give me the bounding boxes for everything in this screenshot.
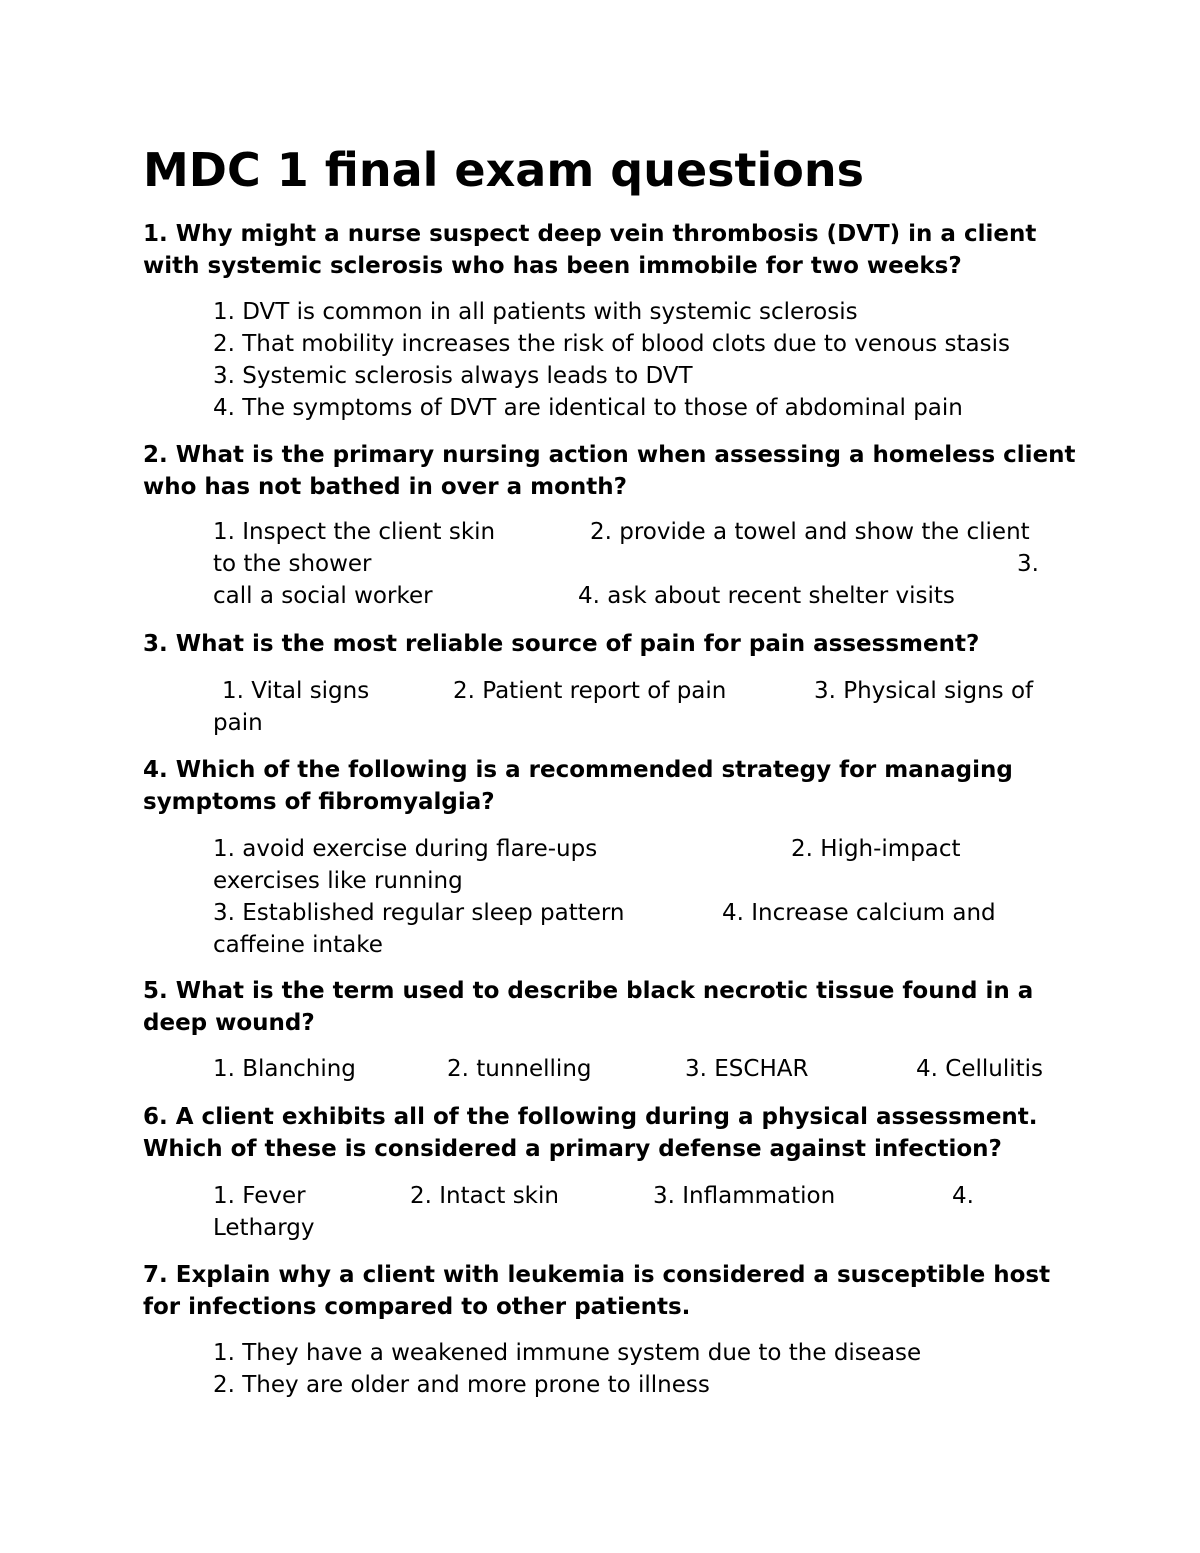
- question-4-options-row-1: [213, 833, 1048, 865]
- option-item: 1. They have a weakened immune system due to the disease: [213, 1340, 922, 1366]
- option-item: 1. Fever: [213, 1183, 306, 1209]
- question-5-text: 5. What is the term used to describe black necrotic tissue found in a deep wound?: [143, 978, 1034, 1036]
- question-1-text: 1. Why might a nurse suspect deep vein thrombosis (DVT) in a client with systemic sclerosis who has been immobile for two weeks?: [143, 221, 1037, 279]
- option-item: 1. Vital signs: [222, 678, 370, 704]
- option-item: 2. Patient report of pain: [453, 678, 727, 704]
- option-item: 1. Blanching: [213, 1056, 356, 1082]
- question-4-options-row-4: [213, 929, 1048, 961]
- question-2-text: 2. What is the primary nursing action when assessing a homeless client who has not bathed in over a month?: [143, 442, 1076, 500]
- option-item: 1. Inspect the client skin: [213, 519, 496, 545]
- option-item: caffeine intake: [213, 932, 383, 958]
- option-item: 1. avoid exercise during flare-ups: [213, 836, 598, 862]
- option-item: 3. ESCHAR: [685, 1056, 809, 1082]
- option-item: exercises like running: [213, 868, 463, 894]
- document-title: MDC 1 final exam questions: [143, 143, 865, 197]
- question-3-text: 3. What is the most reliable source of pain for pain assessment?: [143, 631, 980, 657]
- question-2-options-row-2: [213, 548, 1048, 580]
- question-2-options-row-1: [213, 516, 1048, 548]
- question-4-text: 4. Which of the following is a recommended strategy for managing symptoms of fibromyalgia?: [143, 757, 1013, 815]
- option-item: Lethargy: [213, 1215, 315, 1241]
- option-item: 2. High-impact: [791, 836, 961, 862]
- question-4-options-row-2: [213, 865, 1048, 897]
- question-1-options: [213, 296, 1048, 424]
- option-item: 4. Increase calcium and: [722, 900, 996, 926]
- question-7-options: [213, 1337, 1048, 1401]
- option-item: to the shower: [213, 551, 372, 577]
- option-item: 2. They are older and more prone to illness: [213, 1372, 710, 1398]
- option-item: 2. tunnelling: [447, 1056, 592, 1082]
- question-4-options-row-3: [213, 897, 1048, 929]
- option-item: pain: [213, 710, 263, 736]
- option-item: 2. provide a towel and show the client: [590, 519, 1030, 545]
- question-7-text: 7. Explain why a client with leukemia is considered a susceptible host for infections compared to other patients.: [143, 1262, 1051, 1320]
- option-item: 2. Intact skin: [410, 1183, 559, 1209]
- question-6-options-row-2: [213, 1212, 1048, 1244]
- option-item: call a social worker: [213, 583, 433, 609]
- question-3-options-row-2: [213, 707, 1048, 739]
- option-item: 2. That mobility increases the risk of blood clots due to venous stasis: [213, 331, 1010, 357]
- option-item: 1. DVT is common in all patients with systemic sclerosis: [213, 299, 858, 325]
- question-2-options-row-3: [213, 580, 1048, 612]
- question-6-options-row-1: [213, 1180, 1048, 1212]
- option-item: 3.: [1017, 551, 1039, 577]
- question-3-options-row-1: [213, 675, 1048, 707]
- option-item: 4. Cellulitis: [916, 1056, 1043, 1082]
- question-6-text: 6. A client exhibits all of the following during a physical assessment. Which of these is considered a primary defense against infection?: [143, 1104, 1038, 1162]
- option-item: 3. Systemic sclerosis always leads to DVT: [213, 363, 693, 389]
- option-item: 3. Inflammation: [653, 1183, 836, 1209]
- option-item: 3. Established regular sleep pattern: [213, 900, 625, 926]
- option-item: 4. ask about recent shelter visits: [578, 583, 955, 609]
- question-5-options-row-1: [213, 1053, 1048, 1085]
- option-item: 4.: [952, 1183, 974, 1209]
- option-item: 3. Physical signs of: [814, 678, 1034, 704]
- option-item: 4. The symptoms of DVT are identical to those of abdominal pain: [213, 395, 963, 421]
